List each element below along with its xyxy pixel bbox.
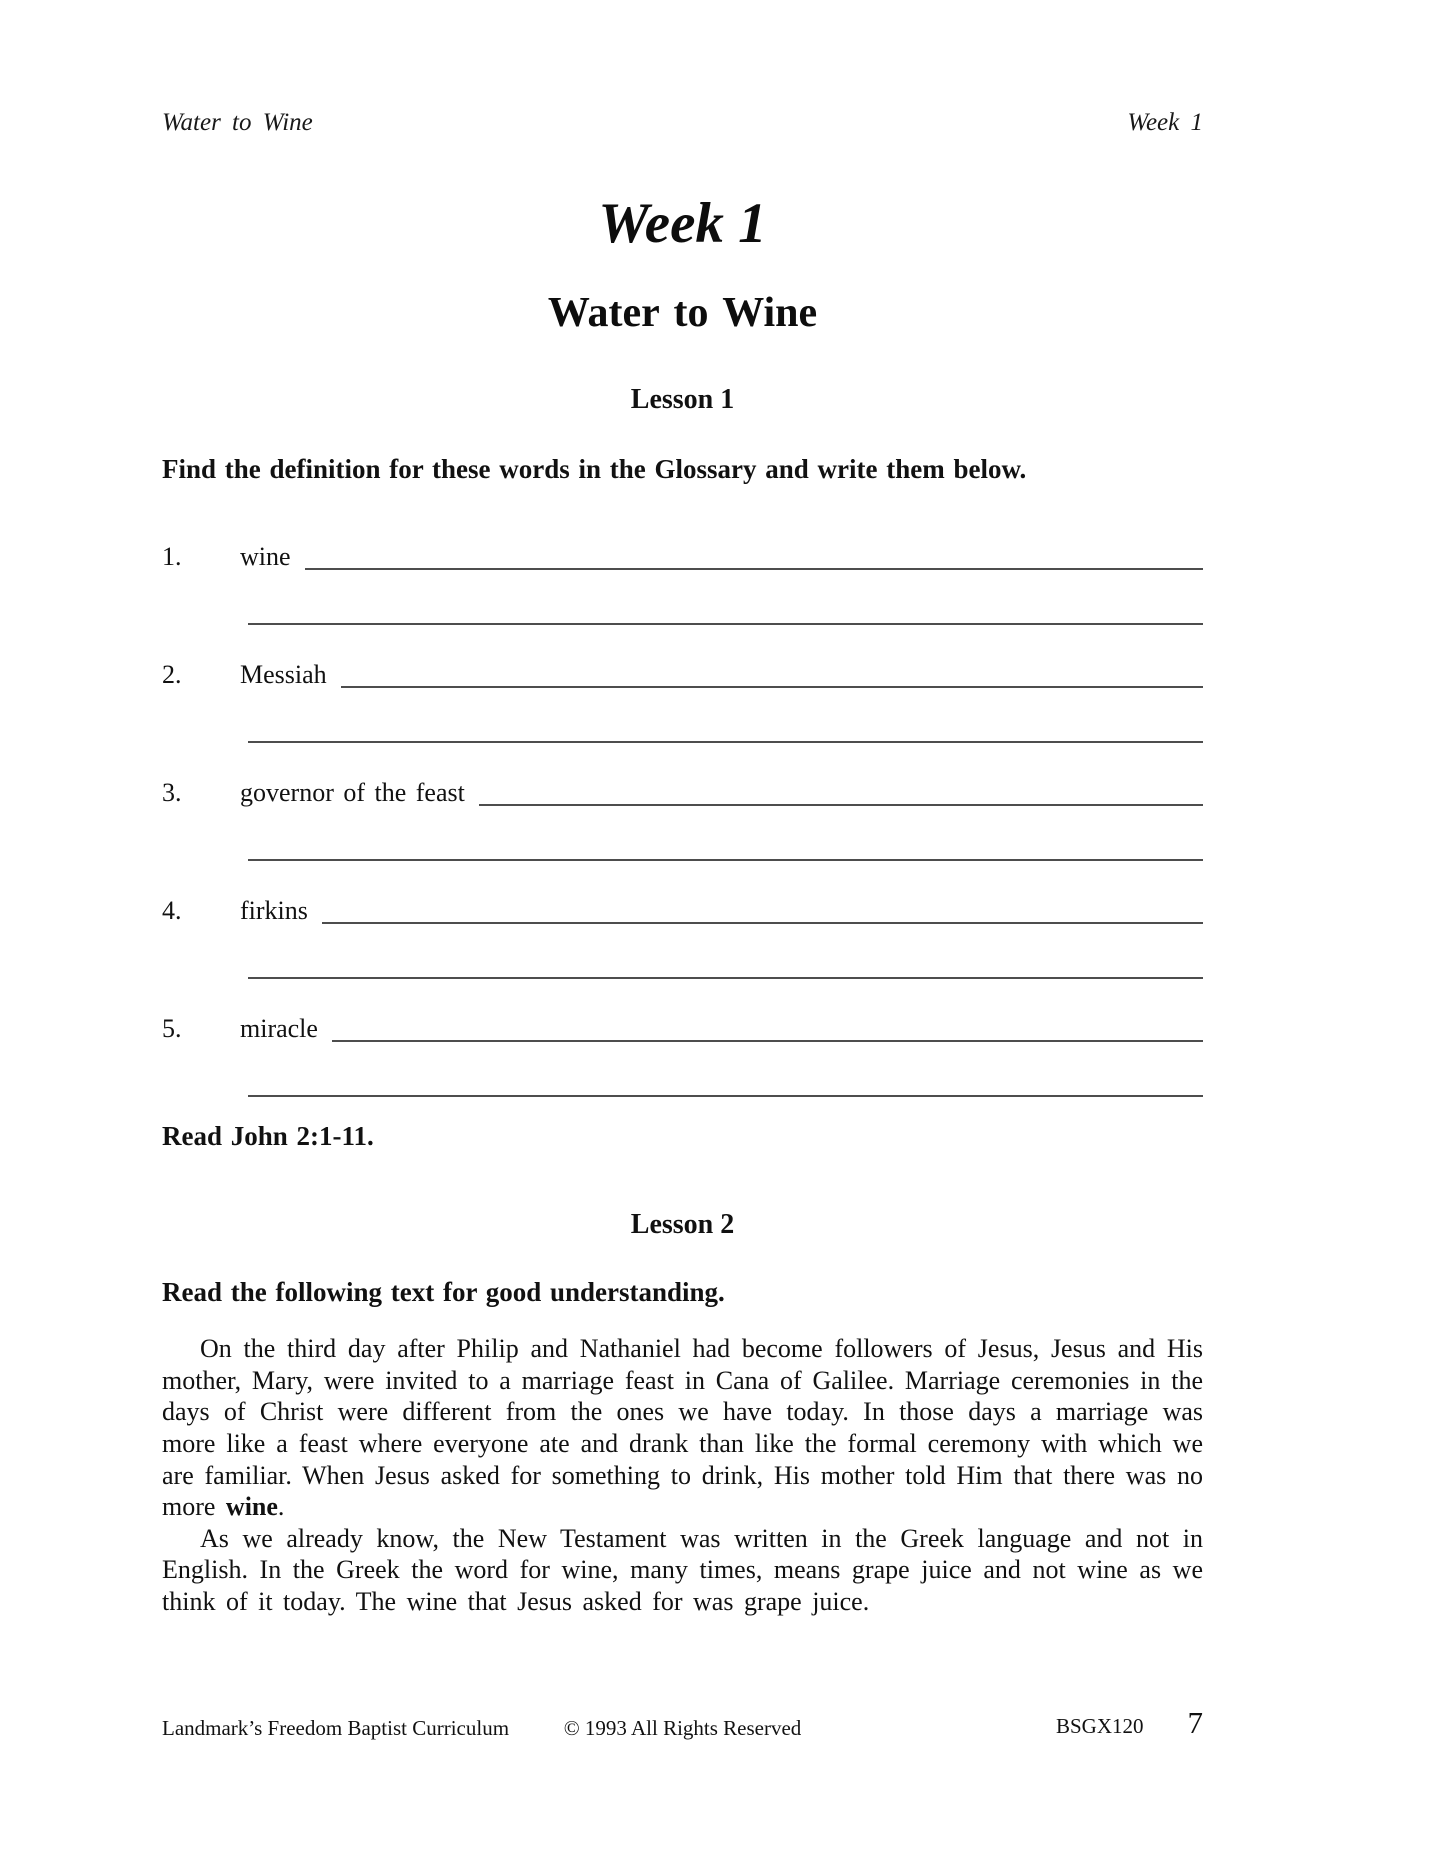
footer-page-number: 7 [1187,1705,1203,1741]
lesson1-heading: Lesson 1 [630,383,735,415]
definition-item [162,659,1203,743]
lesson2-instruction: Read the following text for good understanding. [162,1276,725,1307]
definition-row [162,895,1203,927]
item-number: 3. [162,777,182,807]
paragraph-1-text: On the third day after Philip and Nathaniel had become followers of Jesus, Jesus and His mother, Mary, were invited to a marriage feast in Cana of Galilee. Marriage ceremonies in the days of Christ were different from the ones we have today. In those days a marriage was more like a feast where everyone ate and drank than like the formal ceremony with which we are familiar. When Jesus asked for something to drink, His mother told Him that there was no more [162,1334,1203,1522]
item-word: miracle [240,1013,318,1043]
definition-item [162,777,1203,861]
item-number: 1. [162,541,182,571]
definition-item [162,895,1203,979]
paragraph-1 [162,1333,1203,1522]
item-word: wine [240,541,291,571]
definition-list [162,541,1203,1097]
answer-line-1 [479,774,1203,806]
paragraph-1-bold-word: wine [225,1492,278,1522]
answer-line-1 [305,538,1203,570]
answer-line-2 [248,623,1203,625]
item-word: Messiah [240,659,327,689]
definition-item [162,1013,1203,1097]
answer-line-2 [248,977,1203,979]
item-number: 2. [162,659,182,689]
paragraph-1-period: . [277,1492,285,1522]
answer-line-1 [332,1010,1203,1042]
answer-line-2 [248,1095,1203,1097]
lesson2-body [162,1333,1203,1617]
answer-line-2 [248,859,1203,861]
week-title: Week 1 [598,192,767,255]
definition-row [162,659,1203,691]
answer-line-1 [322,892,1203,924]
item-number: 4. [162,895,182,925]
header-right-title: Week 1 [1127,109,1203,136]
page-header [162,108,1203,138]
footer-publisher: Landmark’s Freedom Baptist Curriculum [162,1716,510,1741]
answer-line-1 [341,656,1203,688]
answer-line-2 [248,741,1203,743]
page-subtitle: Water to Wine [547,290,818,337]
header-left-title: Water to Wine [162,109,313,136]
footer-code: BSGX120 [1055,1714,1144,1739]
item-word: governor of the feast [240,777,465,807]
footer-copyright: © 1993 All Rights Reserved [563,1716,802,1741]
footer-right-group [1056,1704,1203,1741]
definition-item [162,541,1203,625]
item-word: firkins [240,895,308,925]
read-reference: Read John 2:1-11. [162,1120,374,1151]
definition-row [162,777,1203,809]
page-footer [162,1705,1203,1749]
definition-row [162,541,1203,573]
lesson1-instruction: Find the definition for these words in the Glossary and write them below. [162,453,1027,484]
lesson2-heading: Lesson 2 [630,1208,735,1240]
item-number: 5. [162,1013,182,1043]
paragraph-2: As we already know, the New Testament was written in the Greek language and not in English. In the Greek the word for wine, many times, means grape juice and not wine as we think of it today. The wine that Jesus asked for was grape juice. [162,1523,1203,1616]
definition-row [162,1013,1203,1045]
